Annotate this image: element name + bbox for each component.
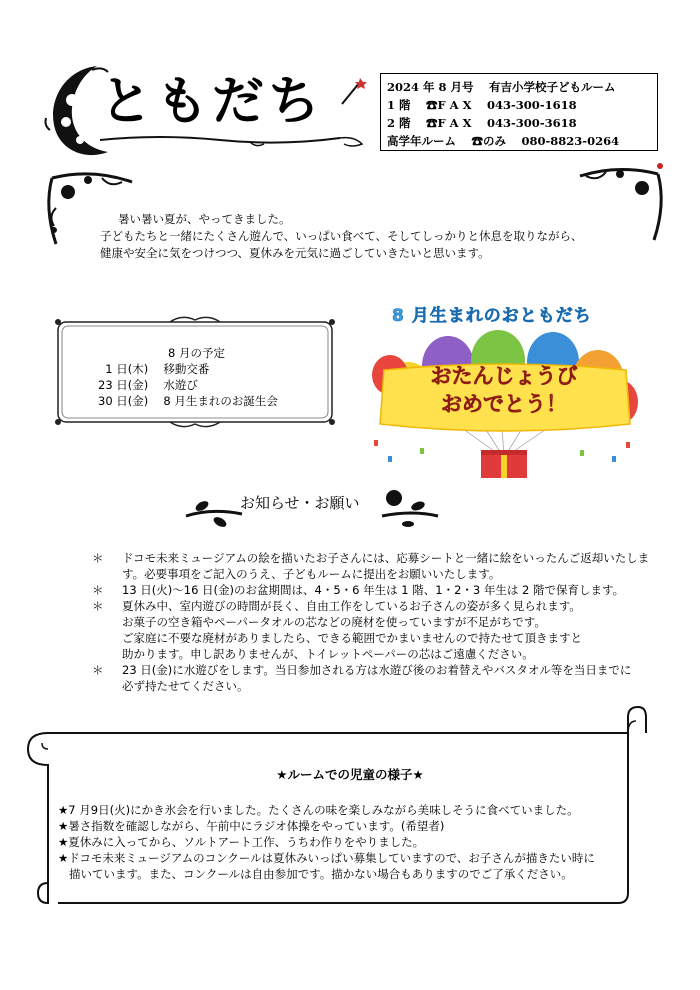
notice-item — [92, 550, 662, 582]
room-report-list — [58, 802, 638, 882]
schedule-row: 30 日(金) 8 月生まれのお誕生会 — [98, 394, 278, 408]
room-report-title: ★ルームでの児童の様子★ — [276, 767, 424, 782]
intro-line: 暑い暑い夏が、やってきました。 — [118, 212, 291, 226]
schedule-row: 1 日(木) 移動交番 — [98, 362, 210, 376]
intro-paragraph — [100, 211, 620, 262]
notice-line: 13 日(火)～16 日(金)のお盆期間は、4・5・6 年生は 1 階、1・2・3 年生は 2 階で保育します。 — [122, 583, 625, 597]
pen-icon — [338, 76, 368, 106]
contact-info-box — [380, 73, 658, 151]
banner-line: おめでとう！ — [441, 392, 567, 416]
info-line: 2 階 ☎F A X 043-300-3618 — [387, 116, 577, 130]
birthday-section-title: 8 月生まれのおともだち — [392, 306, 592, 326]
report-line: ★ドコモ未来ミュージアムのコンクールは夏休みいっぱい募集していますので、お子さんが描きたい時に — [58, 851, 595, 865]
notice-line: 23 日(金)に水遊びをします。当日参加される方は水遊び後のお着替えやバスタオル等を当日までに — [122, 663, 632, 677]
info-line: 2024 年 8 月号 有吉小学校子どもルーム — [387, 80, 616, 94]
bullet: ＊ — [92, 663, 104, 677]
notice-line: ご家庭に不要な廃材がありましたら、できる範囲でかまいませんので持たせて頂きますと — [122, 631, 582, 645]
info-line: 高学年ルーム ☎のみ 080-8823-0264 — [387, 134, 620, 148]
notice-line: す。必要事項をご記入のうえ、子どもルームに提出をお願いいたします。 — [122, 567, 501, 581]
bullet: ＊ — [92, 599, 104, 613]
report-line: ★夏休みに入ってから、ソルトアート工作、うちわ作りをやりました。 — [58, 835, 425, 849]
notice-line: お菓子の空き箱やペーパータオルの芯などの廃材を使っていますが不足がちです。 — [122, 615, 546, 629]
notice-line: 夏休み中、室内遊びの時間が長く、自由工作をしているお子さんの姿が多く見られます。 — [122, 599, 581, 613]
intro-line: 健康や安全に気をつけつつ、夏休みを元気に過ごしていきたいと思います。 — [100, 246, 490, 260]
notice-line: 助かります。申し訳ありませんが、トイレットペーパーの芯はご遠慮ください。 — [122, 647, 534, 661]
newsletter-title: ともだち — [100, 72, 325, 132]
notice-item — [92, 582, 662, 598]
notice-list — [92, 550, 662, 694]
title-underline-decoration — [100, 128, 375, 152]
report-line: 描いています。また、コンクールは自由参加です。描かない場合もありますのでご了承ください。 — [69, 867, 573, 881]
schedule-heading: 8 月の予定 — [168, 346, 225, 360]
report-line: ★7 月9日(火)にかき氷会を行いました。たくさんの味を楽しみながら美味しそうに食べていました。 — [58, 803, 579, 817]
banner-line: おたんじょうび — [430, 364, 578, 388]
intro-line: 子どもたちと一緒にたくさん遊んで、いっぱい食べて、そしてしっかりと休息を取りながら、 — [100, 229, 583, 243]
birthday-banner-text — [380, 362, 628, 418]
notice-line: ドコモ未来ミュージアムの絵を描いたお子さんには、応募シートと一緒に絵をいったんご返却いたしま — [122, 551, 650, 565]
notice-item — [92, 662, 662, 694]
schedule-row: 23 日(金) 水遊び — [98, 378, 198, 392]
schedule-list — [98, 345, 278, 409]
report-line: ★暑さ指数を確認しながら、午前中にラジオ体操をやっています。(希望者) — [58, 819, 445, 833]
bullet: ＊ — [92, 551, 104, 565]
notice-section-title: お知らせ・お願い — [240, 494, 360, 512]
info-line: 1 階 ☎F A X 043-300-1618 — [387, 98, 577, 112]
notice-item — [92, 598, 662, 662]
bullet: ＊ — [92, 583, 104, 597]
notice-line: 必ず持たせてください。 — [122, 679, 249, 693]
